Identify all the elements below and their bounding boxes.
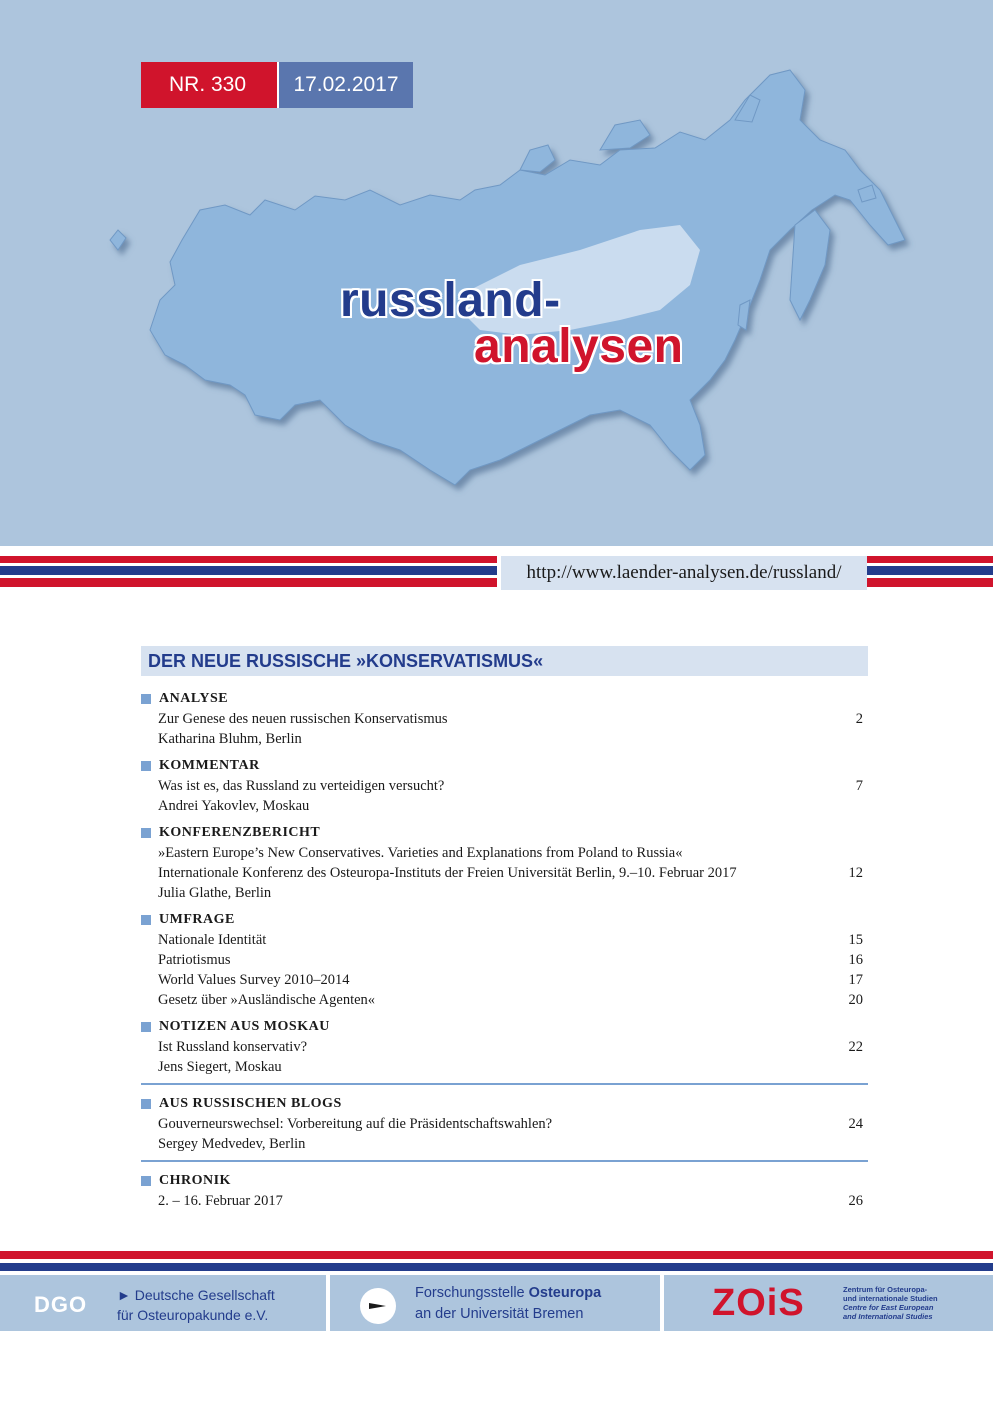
- toc-group-konferenzbericht: [141, 822, 868, 903]
- divider: [141, 1083, 868, 1085]
- issue-date: 17.02.2017: [279, 62, 413, 108]
- fso-logo-icon[interactable]: [360, 1288, 396, 1324]
- toc-heading: KOMMENTAR: [159, 757, 260, 773]
- toc-entry[interactable]: Was ist es, das Russland zu verteidigen versucht? 7: [158, 778, 863, 794]
- dgo-logo[interactable]: DGO: [34, 1292, 88, 1317]
- website-url[interactable]: [497, 556, 867, 590]
- bullet-square-icon: [141, 694, 151, 704]
- issue-number: NR. 330: [141, 62, 277, 108]
- toc-group-kommentar: [141, 755, 868, 816]
- page-number: 20: [848, 992, 863, 1008]
- toc-group-umfrage: [141, 909, 868, 1010]
- toc-heading: ANALYSE: [159, 690, 229, 706]
- publication-logo: [340, 274, 684, 373]
- toc-group-notizen: [141, 1016, 868, 1077]
- bullet-square-icon: [141, 1022, 151, 1032]
- dgo-name[interactable]: ► Deutsche Gesellschaft für Osteuropakunde e.V.: [117, 1287, 275, 1323]
- toc-author: Andrei Yakovlev, Moskau: [158, 798, 310, 814]
- bullet-square-icon: [141, 1176, 151, 1186]
- website-url-text[interactable]: http://www.laender-analysen.de/russland/: [501, 556, 867, 590]
- logo-line-2: analysen: [474, 320, 684, 373]
- page-number: 2: [855, 711, 863, 727]
- toc-heading: NOTIZEN AUS MOSKAU: [159, 1018, 330, 1034]
- toc-heading: KONFERENZBERICHT: [159, 824, 321, 840]
- footer-stripe-red: [0, 1251, 993, 1259]
- page-number: 15: [848, 932, 863, 948]
- toc-entry[interactable]: Zur Genese des neuen russischen Konservatismus 2: [158, 711, 863, 727]
- fso-name[interactable]: Forschungsstelle Osteuropa an der Universität Bremen: [415, 1285, 602, 1322]
- toc-author: Julia Glathe, Berlin: [158, 885, 272, 901]
- zois-logo[interactable]: ZOiS: [712, 1282, 805, 1324]
- bullet-square-icon: [141, 828, 151, 838]
- toc-entry[interactable]: »Eastern Europe’s New Conservatives. Varieties and Explanations from Poland to Russia«: [158, 845, 683, 861]
- footer-divider: [660, 1275, 664, 1331]
- bullet-square-icon: [141, 1099, 151, 1109]
- toc-entry[interactable]: Gesetz über »Ausländische Agenten« 20: [158, 992, 863, 1008]
- toc-heading: AUS RUSSISCHEN BLOGS: [159, 1095, 342, 1111]
- toc-entry[interactable]: Nationale Identität 15: [158, 932, 863, 948]
- toc-entry[interactable]: Gouverneurswechsel: Vorbereitung auf die Präsidentschaftswahlen? 24: [158, 1116, 863, 1132]
- cover-header: [0, 0, 993, 546]
- toc-author: Sergey Medvedev, Berlin: [158, 1136, 306, 1152]
- page-number: 26: [848, 1193, 863, 1209]
- logo-line-1: russland-: [340, 274, 561, 327]
- toc-author: Katharina Bluhm, Berlin: [158, 731, 302, 747]
- toc-group-blogs: [141, 1093, 868, 1154]
- bullet-square-icon: [141, 915, 151, 925]
- zois-name[interactable]: Zentrum für Osteuropa- und internationale Studien Centre for East European and International Studies: [843, 1285, 938, 1321]
- footer-divider: [326, 1275, 330, 1331]
- issue-topic-title: DER NEUE RUSSISCHE »KONSERVATISMUS«: [141, 646, 868, 676]
- footer-stripe-blue: [0, 1263, 993, 1271]
- issue-box: [141, 62, 413, 108]
- bullet-square-icon: [141, 761, 151, 771]
- page-number: 12: [848, 865, 863, 881]
- toc-entry[interactable]: Patriotismus 16: [158, 952, 863, 968]
- toc-heading: CHRONIK: [159, 1172, 231, 1188]
- page-number: 24: [848, 1116, 863, 1132]
- page-number: 17: [848, 972, 863, 988]
- toc-group-analyse: [141, 688, 868, 749]
- toc-group-chronik: [141, 1170, 868, 1211]
- toc-author: Jens Siegert, Moskau: [158, 1059, 282, 1075]
- page-number: 16: [848, 952, 863, 968]
- toc-entry[interactable]: Internationale Konferenz des Osteuropa-Instituts der Freien Universität Berlin, 9.–10. Februar 2017 12: [158, 865, 863, 881]
- page-number: 7: [855, 778, 863, 794]
- toc-entry[interactable]: World Values Survey 2010–2014 17: [158, 972, 863, 988]
- divider: [141, 1160, 868, 1162]
- page-number: 22: [848, 1039, 863, 1055]
- table-of-contents: [141, 688, 868, 1217]
- toc-heading: UMFRAGE: [159, 911, 235, 927]
- toc-entry[interactable]: Ist Russland konservativ? 22: [158, 1039, 863, 1055]
- toc-entry[interactable]: 2. – 16. Februar 2017 26: [158, 1193, 863, 1209]
